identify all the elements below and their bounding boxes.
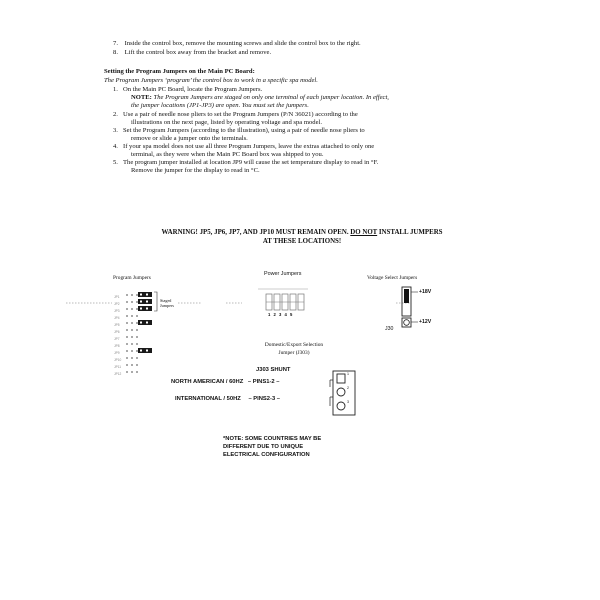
step-3-line2: remove or slide a jumper onto the terminals. bbox=[131, 135, 248, 142]
pin-2-label: 2 bbox=[347, 386, 349, 390]
step-5: 5. The program jumper installed at location JP9 will cause the set temperature display to read in °F. bbox=[113, 159, 379, 166]
warning-line1: WARNING! JP5, JP6, JP7, AND JP10 MUST REMAIN OPEN. DO NOT INSTALL JUMPERS bbox=[161, 229, 443, 236]
program-jumpers-label: Program Jumpers bbox=[113, 275, 151, 281]
step-3: 3. Set the Program Jumpers (according to the illustration), using a pair of needle nose pliers to bbox=[113, 127, 365, 134]
svg-text:JP11: JP11 bbox=[114, 365, 122, 369]
step-8: 8. Lift the control box away from the bracket and remove. bbox=[113, 49, 272, 56]
staged-jumpers-label: Staged Jumpers bbox=[160, 298, 174, 308]
svg-text:JP1: JP1 bbox=[114, 295, 120, 299]
j303-shunt-label: J303 SHUNT bbox=[256, 367, 291, 373]
svg-text:JP2: JP2 bbox=[114, 302, 120, 306]
country-note: *NOTE: SOME COUNTRIES MAY BE DIFFERENT DUE TO UNIQUE ELECTRICAL CONFIGURATION bbox=[223, 436, 322, 458]
domestic-export-label: Domestic/Export Selection Jumper (J303) bbox=[264, 342, 324, 356]
power-jumpers-label: Power Jumpers bbox=[264, 271, 302, 277]
voltage-select-block bbox=[402, 287, 418, 327]
svg-text:JP7: JP7 bbox=[114, 337, 120, 341]
program-jumper-block bbox=[114, 292, 157, 376]
pin-3-label: 3 bbox=[347, 400, 349, 404]
svg-text:JP3: JP3 bbox=[114, 309, 120, 313]
step-4: 4. If your spa model does not use all three Program Jumpers, leave the extras attached to only one bbox=[113, 143, 375, 150]
j303-connector bbox=[330, 371, 355, 415]
v12-label: +12V bbox=[419, 319, 432, 325]
warning-line2: AT THESE LOCATIONS! bbox=[262, 237, 342, 245]
svg-text:JP4: JP4 bbox=[114, 316, 120, 320]
step-1-note-line2: the jumper locations (JP1-JP3) are open. You must set the jumpers. bbox=[131, 102, 309, 109]
power-jumper-numbers: 1 2 3 4 5 bbox=[268, 312, 294, 317]
step-1: 1. On the Main PC Board, locate the Program Jumpers. bbox=[113, 86, 263, 93]
section-title: Setting the Program Jumpers on the Main PC Board: bbox=[104, 68, 255, 75]
power-jumper-block bbox=[258, 289, 308, 310]
svg-text:JP12: JP12 bbox=[114, 372, 122, 376]
svg-text:JP8: JP8 bbox=[114, 344, 120, 348]
svg-text:JP5: JP5 bbox=[114, 323, 120, 327]
j30-label: J30 bbox=[385, 326, 394, 332]
step-2: 2. Use a pair of needle nose pliers to set the Program Jumpers (P/N 36021) according to the bbox=[113, 111, 358, 118]
svg-text:JP10: JP10 bbox=[114, 358, 122, 362]
step-1-note: NOTE: The Program Jumpers are staged on only one terminal of each jumper location. In effect, bbox=[131, 94, 389, 101]
section-subtitle: The Program Jumpers ‘program’ the control box to work in a specific spa model. bbox=[104, 77, 318, 84]
north-american-label: NORTH AMERICAN / 60HZ – PINS1-2 – bbox=[171, 379, 280, 385]
step-2-line2: illustrations on the next page, listed by operating voltage and spa model. bbox=[131, 119, 322, 126]
step-5-line2: Remove the jumper for the display to read in °C. bbox=[131, 167, 260, 174]
voltage-select-label: Voltage Select Jumpers bbox=[367, 275, 418, 281]
step-7: 7. Inside the control box, remove the mounting screws and slide the control box to the right. bbox=[113, 40, 361, 47]
step-4-line2: terminal, as they were when the Main PC Board box was shipped to you. bbox=[131, 151, 324, 158]
svg-text:JP9: JP9 bbox=[114, 351, 120, 355]
v18-label: +18V bbox=[419, 289, 432, 295]
svg-text:JP6: JP6 bbox=[114, 330, 120, 334]
pin-1-label: 1 bbox=[347, 372, 349, 376]
international-label: INTERNATIONAL / 50HZ – PINS2-3 – bbox=[175, 396, 281, 402]
